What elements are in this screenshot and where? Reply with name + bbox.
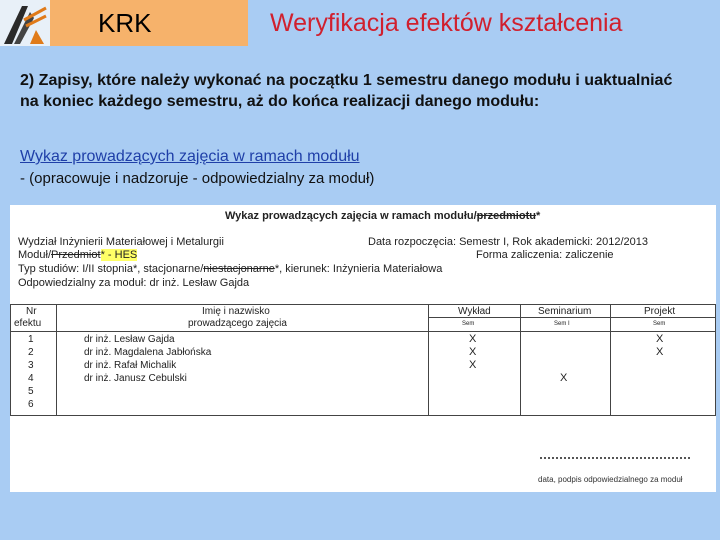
header-seminar: Seminarium	[538, 306, 592, 317]
signature-caption: data, podpis odpowiedzialnego za moduł	[538, 475, 683, 484]
module-line: Moduł/Przedmiot* - HES	[18, 249, 138, 261]
header-nr-sub: efektu	[14, 318, 42, 329]
lecturers-list-link[interactable]: Wykaz prowadzących zajęcia w ramach modułu	[20, 148, 360, 165]
responsibility-note: - (opracowuje i nadzoruje - odpowiedzialny za moduł)	[20, 170, 375, 187]
row-lecture-mark: X	[469, 346, 477, 358]
credit-form: Forma zaliczenia: zaliczenie	[476, 249, 614, 261]
row-nr: 5	[28, 386, 34, 397]
row-name: dr inż. Janusz Cebulski	[84, 373, 187, 384]
sub-lecture: Sem	[462, 321, 475, 327]
study-type: Typ studiów: I/II stopnia*, stacjonarne/niestacjonarne*, kierunek: Inżynieria Materiałowa	[18, 263, 443, 275]
header-project: Projekt	[644, 306, 676, 317]
row-name: dr inż. Rafał Michalik	[84, 360, 177, 371]
signature-line	[540, 457, 690, 459]
row-nr: 6	[28, 399, 34, 410]
slide-title: Weryfikacja efektów kształcenia	[270, 9, 623, 37]
row-project-mark: X	[656, 333, 664, 345]
university-logo-icon	[0, 0, 50, 46]
header-nr: Nr	[26, 306, 37, 317]
row-nr: 1	[28, 334, 34, 345]
responsible-person: Odpowiedzialny za moduł: dr inż. Lesław Gajda	[18, 277, 250, 289]
row-project-mark: X	[656, 346, 664, 358]
faculty: Wydział Inżynierii Materiałowej i Metalurgii	[18, 236, 224, 248]
row-nr: 3	[28, 360, 34, 371]
sub-seminar: Sem I	[554, 321, 570, 327]
intro-text: 2) Zapisy, które należy wykonać na początku 1 semestru danego modułu i uaktualniać na koniec każdego semestru, aż do końca realizacji danego modułu:	[20, 72, 673, 110]
start-date: Data rozpoczęcia: Semestr I, Rok akademicki: 2012/2013	[368, 236, 649, 248]
krk-label: KRK	[50, 0, 248, 46]
sub-project: Sem	[653, 321, 666, 327]
lecturers-table	[10, 304, 716, 416]
scanned-document	[10, 205, 716, 492]
row-name: dr inż. Lesław Gajda	[84, 334, 175, 345]
row-nr: 2	[28, 347, 34, 358]
document-title: Wykaz prowadzących zajęcia w ramach modułu/przedmiotu*	[225, 210, 541, 222]
header-lecture: Wykład	[458, 306, 491, 317]
row-seminar-mark: X	[560, 372, 568, 384]
row-lecture-mark: X	[469, 359, 477, 371]
header-name-sub: prowadzącego zajęcia	[188, 318, 287, 329]
row-name: dr inż. Magdalena Jabłońska	[84, 347, 212, 358]
row-lecture-mark: X	[469, 333, 477, 345]
row-nr: 4	[28, 373, 34, 384]
header-name: Imię i nazwisko	[202, 306, 270, 317]
